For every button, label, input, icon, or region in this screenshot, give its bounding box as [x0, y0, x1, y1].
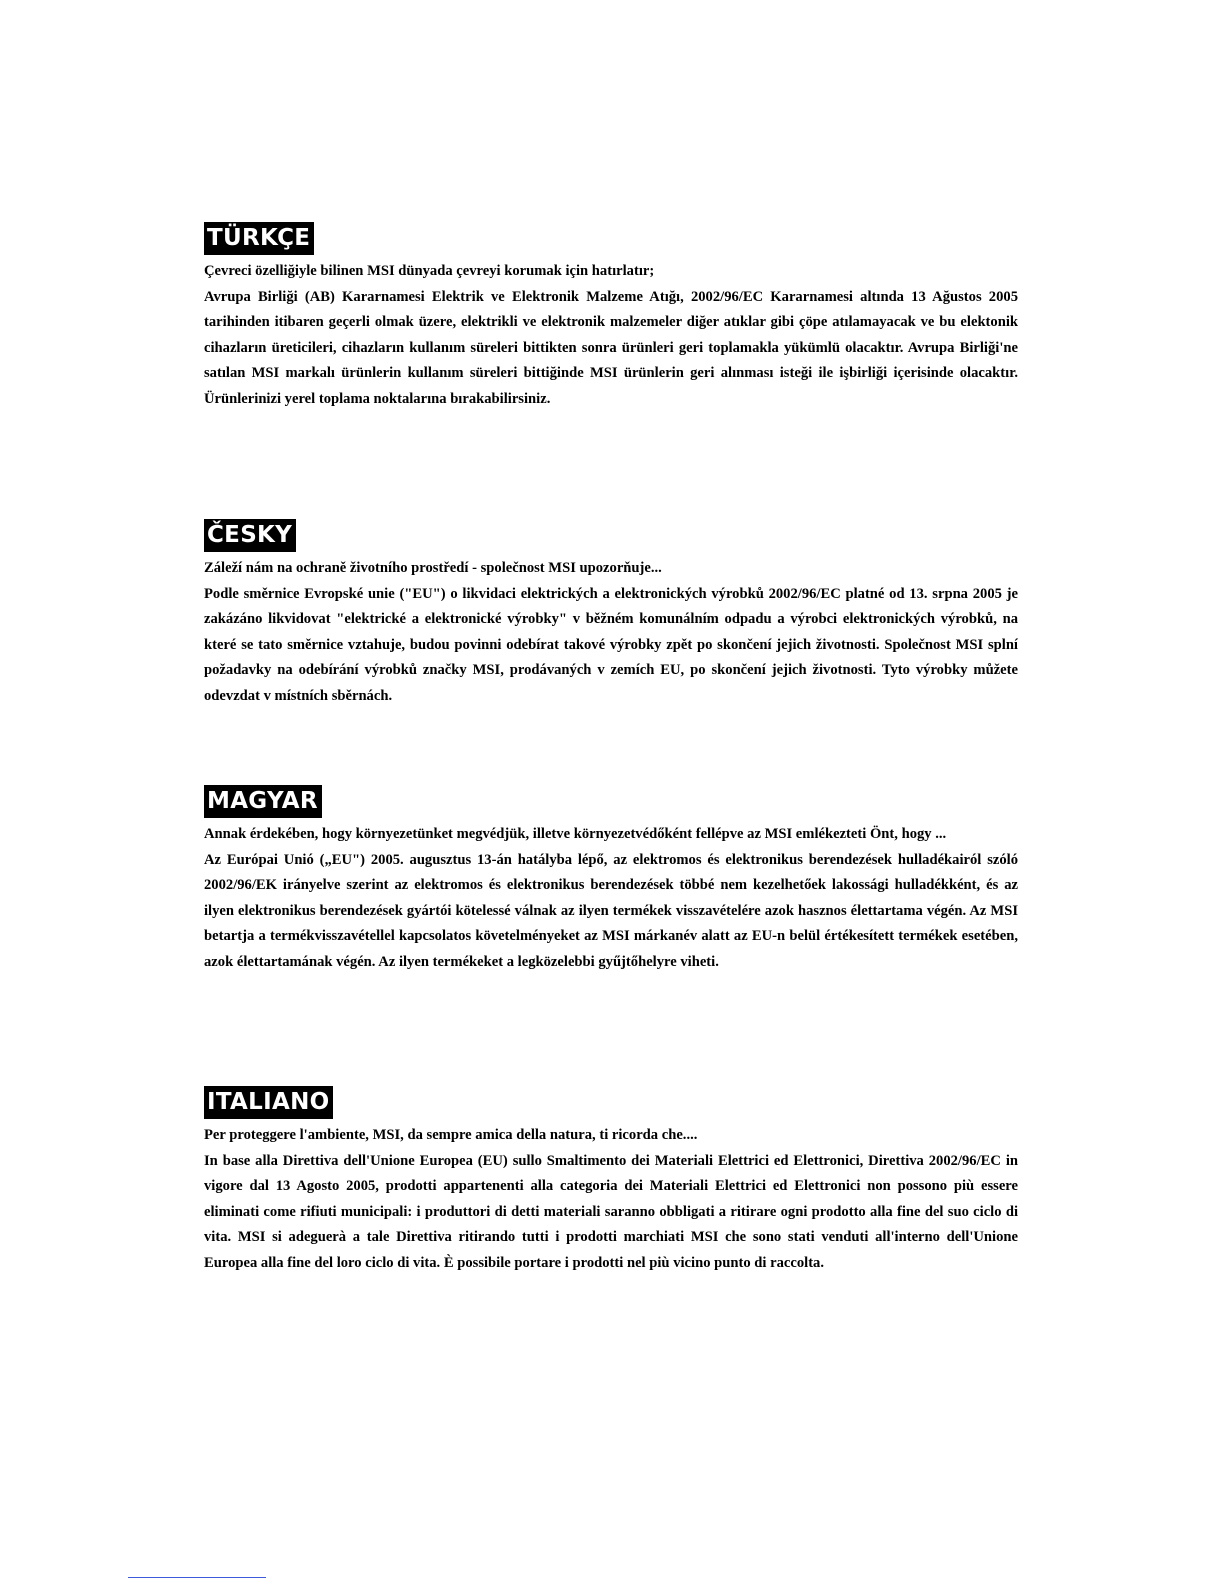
section-hungarian: [204, 785, 1018, 975]
section-heading-turkish: TÜRKÇE: [204, 222, 314, 255]
footnote-separator: [128, 1577, 266, 1578]
section-intro-italian: Per proteggere l'ambiente, MSI, da sempre amica della natura, ti ricorda che....: [204, 1127, 698, 1143]
section-heading-hungarian: MAGYAR: [204, 785, 322, 818]
section-intro-turkish: Çevreci özelliğiyle bilinen MSI dünyada çevreyi korumak için hatırlatır;: [204, 263, 655, 279]
section-intro-hungarian: Annak érdekében, hogy környezetünket megvédjük, illetve környezetvédőként fellépve az MSI emlékezteti Önt, hogy ...: [204, 826, 947, 842]
section-body-hungarian: Az Európai Unió („EU") 2005. augusztus 13-án hatályba lépő, az elektromos és elektronikus berendezések hulladékairól szóló 2002/96/EK irányelve szerint az elektromos és elektronikus berendezések többé nem kezelhetőek lakossági hulladékként, és az ilyen elektronikus berendezések gyártói kötelessé válnak az ilyen termékek visszavételére azok hasznos élettartama végén. Az MSI betartja a termékvisszavétellel kapcsolatos követelményeket az MSI márkanév alatt az EU-n belül értékesített termékek esetében, azok élettartamának végén. Az ilyen termékeket a legközelebbi gyűjtőhelyre viheti.: [204, 851, 1018, 970]
section-body-czech: Podle směrnice Evropské unie ("EU") o likvidaci elektrických a elektronických výrobků 2002/96/EC platné od 13. srpna 2005 je zakázáno likvidovat "elektrické a elektronické výrobky" v běžném komunálním odpadu a výrobci elektronických výrobků, na které se tato směrnice vztahuje, budou povinni odebírat takové výrobky zpět po skončení jejich životnosti. Společnost MSI splní požadavky na odebírání výrobků značky MSI, prodávaných v zemích EU, po skončení jejich životnosti. Tyto výrobky můžete odevzdat v místních sběrnách.: [204, 585, 1018, 704]
section-czech: [204, 519, 1018, 709]
section-body-italian: In base alla Direttiva dell'Unione Europea (EU) sullo Smaltimento dei Materiali Elettrici ed Elettronici, Direttiva 2002/96/EC in vigore dal 13 Agosto 2005, prodotti appartenenti alla categoria dei Materiali Elettrici ed Elettronici non possono più essere eliminati come rifiuti municipali: i produttori di detti materiali saranno obbligati a ritirare ogni prodotto alla fine del suo ciclo di vita. MSI si adeguerà a tale Direttiva ritirando tutti i prodotti marchiati MSI che sono stati venduti all'interno dell'Unione Europea alla fine del loro ciclo di vita. È possibile portare i prodotti nel più vicino punto di raccolta.: [204, 1152, 1018, 1271]
section-body-turkish: Avrupa Birliği (AB) Kararnamesi Elektrik ve Elektronik Malzeme Atığı, 2002/96/EC Kararnamesi altında 13 Ağustos 2005 tarihinden itibaren geçerli olmak üzere, elektrikli ve elektronik malzemeler diğer atıklar gibi çöpe atılamayacak ve bu elektonik cihazların üreticileri, cihazların kullanım süreleri bittikten sonra ürünleri geri toplamakla yükümlü olacaktır. Avrupa Birliği'ne satılan MSI markalı ürünlerin kullanım süreleri bittiğinde MSI ürünlerin geri alınması isteği ile işbirliği içerisinde olacaktır. Ürünlerinizi yerel toplama noktalarına bırakabilirsiniz.: [204, 288, 1018, 407]
section-heading-italian: ITALIANO: [204, 1086, 333, 1119]
section-heading-czech: ČESKY: [204, 519, 296, 552]
section-intro-czech: Záleží nám na ochraně životního prostředí - společnost MSI upozorňuje...: [204, 560, 662, 576]
section-italian: [204, 1086, 1018, 1276]
section-turkish: [204, 222, 1018, 412]
